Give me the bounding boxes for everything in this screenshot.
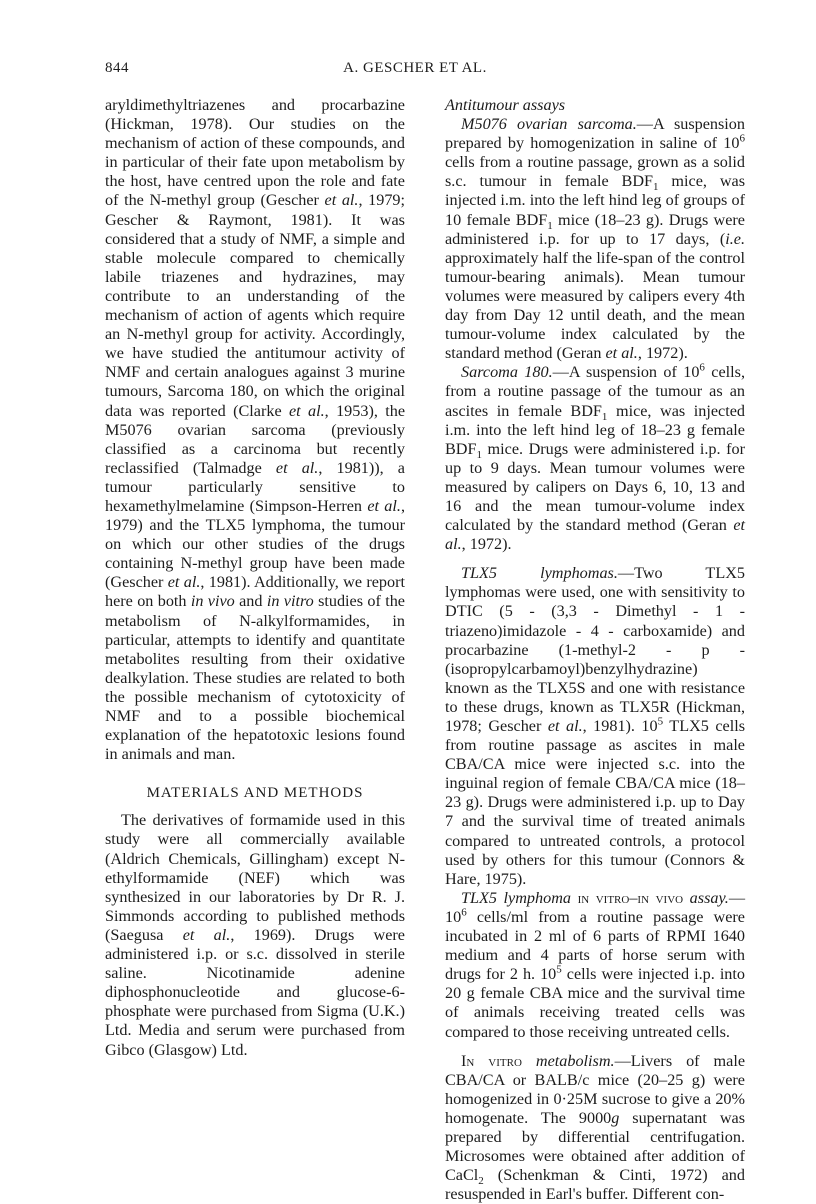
right-column	[445, 96, 745, 1204]
antitumour-heading: Antitumour assays	[445, 96, 566, 114]
assay-paragraph: TLX5 lymphoma in vitro–in vivo $assay.—10^6$ cells/ml from a routine passage were incubated in 2 ml of 6 parts of RPMI 1640 medium and 4 parts of horse serum with drugs for 2 h. $10^5$ cells were injected i.p. into 20 g female CBA mice and the survival time of animals receiving treated cells was compared to those receiving untreated cells.	[445, 888, 745, 1041]
page-header	[105, 60, 725, 82]
metabolism-paragraph: In vitro metabolism.—Livers of male CBA/CA or BALB/c mice (20–25 g) were homogenized in 0·25M sucrose to give a 20% homogenate. The 9000g supernatant was prepared by differential centrifugation. Microsomes were obtained after addition of CaCl$_2$ (Schenkman & Cinti, 1972) and resuspended in Earl's buffer. Different con-	[445, 1051, 746, 1204]
intro-paragraph: aryldimethyltriazenes and procarbazine (Hickman, 1978). Our studies on the mechanism of action of these compounds, and in particular of their fate upon metabolism by the host, have centred upon the role and fate of the N-methyl group (Gescher et al., 1979; Gescher & Raymont, 1981). It was considered that a study of NMF, a simple and stable molecule compared to chemically labile triazenes and hydrazines, may contribute to an understanding of the mechanism of action of agents which require an N-methyl group for activity. Accordingly, we have studied the antitumour activity of NMF and certain analogues against 3 murine tumours, Sarcoma 180, on which the original data was reported (Clarke et al., 1953), the M5076 ovarian sarcoma (previously classified as a carcinoma but recently reclassified (Talmadge et al., 1981)), a tumour particularly sensitive to hexamethylmelamine (Simpson-Herren et al., 1979) and the TLX5 lymphoma, the tumour on which our other studies of the drugs containing N-methyl group have been made (Gescher et al., 1981). Additionally, we report here on both in vivo and in vitro studies of the metabolism of N-alkylformamides, in particular, attempts to identify and quantitate metabolites resulting from their oxidative dealkylation. These studies are related to both the possible mechanism of cytotoxicity of NMF and to a possible biochemical explanation of the hepatotoxic lesions found in animals and man.	[105, 96, 405, 764]
m5076-paragraph: M5076 ovarian sarcoma.—A suspension prepared by homogenization in saline of $10^6$ cells from a routine passage, grown as a solid s.c. tumour in female $BDF_1$ mice, was injected i.m. into the left hind leg of groups of 10 female $BDF_1$ mice (18–23 g). Drugs were administered i.p. for up to 17 days, (i.e. approximately half the life-span of the control tumour-bearing animals). Mean tumour volumes were measured by calipers every 4th day from Day 12 until death, and the mean tumour-volume index calculated by the standard method (Geran et al., 1972).	[445, 115, 745, 363]
sarcoma180-paragraph: Sarcoma 180.—A suspension of $10^6$ cells, from a routine passage of the tumour as an ascites in female $BDF_1$ mice, was injected i.m. into the left hind leg of 18–23 g female $BDF_1$ mice. Drugs were administered i.p. for up to 9 days. Mean tumour volumes were measured by calipers on Days 6, 10, 13 and 16 and the mean tumour-volume index calculated by the standard method (Geran et al., 1972).	[445, 361, 745, 554]
section-heading: MATERIALS AND METHODS	[146, 785, 364, 802]
left-column	[105, 96, 405, 1060]
tlx5-paragraph: TLX5 lymphomas.—Two TLX5 lymphomas were used, one with sensitivity to DTIC (5 - (3,3 - Dimethyl - 1 - triazeno)imidazole - 4 - carboxamide) and procarbazine (1-methyl-2 - p - (isopropylcarbamoyl)benzylhydrazine) known as the TLX5S and one with resistance to these drugs, known as TLX5R (Hickman, 1978; Gescher et al., 1981). $10^5$ TLX5 cells from routine passage as ascites in male CBA/CA mice were injected s.c. into the inguinal region of female CBA/CA mice (18–23 g). Drugs were administered i.p. up to Day 7 and the survival time of treated animals compared to untreated controls, a protocol used by others for this tumour (Connors & Hare, 1975).	[445, 564, 745, 888]
methods-paragraph: The derivatives of formamide used in this study were all commercially available (Aldrich Chemicals, Gillingham) except N-ethylformamide (NEF) which was synthesized in our laboratories by Dr R. J. Simmonds according to published methods (Saegusa et al., 1969). Drugs were administered i.p. or s.c. dissolved in sterile saline. Nicotinamide adenine diphosphonucleotide and glucose-6-phosphate were purchased from Sigma (U.K.) Ltd. Media and serum were purchased from Gibco (Glasgow) Ltd.	[105, 811, 405, 1059]
running-head: A. GESCHER ET AL.	[343, 60, 487, 76]
page-number: 844	[105, 60, 129, 76]
